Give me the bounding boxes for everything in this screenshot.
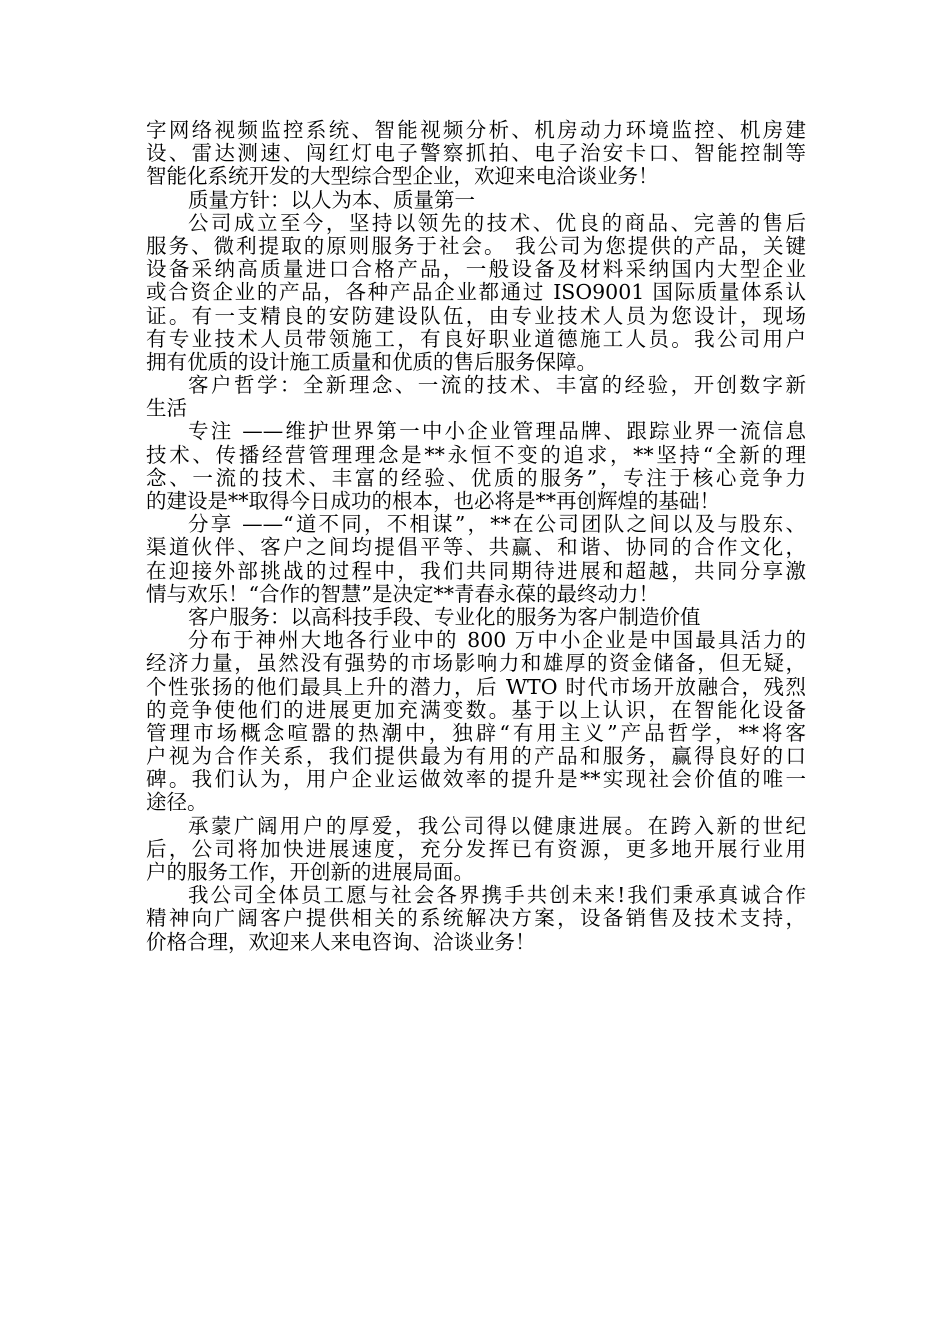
text-line: 设备采纳高质量进口合格产品，一般设备及材料采纳国内大型企业 bbox=[146, 257, 806, 282]
text-line: 生活 bbox=[146, 396, 187, 421]
text-line: 有专业技术人员带领施工，有良好职业道德施工人员。我公司用户 bbox=[146, 326, 806, 351]
text-line: 情与欢乐！“合作的智慧”是决定**青春永葆的最终动力！ bbox=[146, 581, 659, 606]
text-line: 服务、微利提取的原则服务于社会。 我公司为您提供的产品，关键 bbox=[146, 233, 806, 258]
text-line: 碑。我们认为，用户企业运做效率的提升是**实现社会价值的唯一 bbox=[146, 767, 806, 792]
text-line: 证。有一支精良的安防建设队伍，由专业技术人员为您设计，现场 bbox=[146, 303, 806, 328]
text-line: 设、雷达测速、闯红灯电子警察抓拍、电子治安卡口、智能控制等 bbox=[146, 141, 806, 166]
text-line: 技术、传播经营管理理念是**永恒不变的追求，**坚持“全新的理 bbox=[146, 442, 806, 467]
text-line: 客户服务：以高科技手段、专业化的服务为客户制造价值 bbox=[188, 604, 701, 629]
text-line: 途径。 bbox=[146, 790, 208, 815]
text-line: 客户哲学：全新理念、一流的技术、丰富的经验，开创数字新 bbox=[188, 373, 806, 398]
text-line: 拥有优质的设计施工质量和优质的售后服务保障。 bbox=[146, 349, 597, 374]
document-body bbox=[146, 119, 806, 954]
text-line: 我公司全体员工愿与社会各界携手共创未来!我们秉承真诚合作 bbox=[188, 883, 806, 908]
text-line: 管理市场概念喧嚣的热潮中，独辟“有用主义”产品哲学，**将客 bbox=[146, 720, 806, 745]
text-line: 的建设是**取得今日成功的根本，也必将是**再创辉煌的基础！ bbox=[146, 489, 720, 513]
text-line: 念、一流的技术、丰富的经验、优质的服务”，专注于核心竞争力 bbox=[146, 465, 806, 490]
text-line: 质量方针：以人为本、质量第一 bbox=[188, 187, 475, 212]
text-line: 户视为合作关系，我们提供最为有用的产品和服务，赢得良好的口 bbox=[146, 744, 806, 769]
text-line: 价格合理，欢迎来人来电咨询、洽谈业务！ bbox=[146, 929, 536, 954]
text-line: 在迎接外部挑战的过程中，我们共同期待进展和超越，共同分享激 bbox=[146, 558, 806, 583]
text-line: 分布于神州大地各行业中的 800 万中小企业是中国最具活力的 bbox=[188, 628, 806, 653]
text-line: 承蒙广阔用户的厚爱，我公司得以健康进展。在跨入新的世纪 bbox=[188, 813, 806, 838]
text-line: 户的服务工作，开创新的进展局面。 bbox=[146, 860, 474, 884]
text-line: 经济力量，虽然没有强势的市场影响力和雄厚的资金储备，但无疑， bbox=[146, 651, 806, 676]
text-line: 或合资企业的产品，各种产品企业都通过 ISO9001 国际质量体系认 bbox=[146, 280, 806, 305]
text-line: 字网络视频监控系统、智能视频分析、机房动力环境监控、机房建 bbox=[146, 118, 806, 142]
text-line: 公司成立至今，坚持以领先的技术、优良的商品、完善的售后 bbox=[188, 210, 806, 235]
text-line: 的竞争使他们的进展更加充满变数。基于以上认识，在智能化设备 bbox=[146, 697, 806, 722]
text-line: 渠道伙伴、客户之间均提倡平等、共赢、和谐、协同的合作文化， bbox=[146, 535, 806, 560]
text-line: 后，公司将加快进展速度，充分发挥已有资源，更多地开展行业用 bbox=[146, 836, 806, 861]
text-line: 智能化系统开发的大型综合型企业，欢迎来电洽谈业务！ bbox=[146, 164, 659, 189]
text-line: 个性张扬的他们最具上升的潜力，后 WTO 时代市场开放融合，残烈 bbox=[146, 674, 806, 699]
text-line: 专注 ——维护世界第一中小企业管理品牌、跟踪业界一流信息 bbox=[188, 419, 806, 444]
text-line: 精神向广阔客户提供相关的系统解决方案，设备销售及技术支持， bbox=[146, 906, 806, 931]
text-line: 分享 ——“道不同，不相谋”，**在公司团队之间以及与股东、 bbox=[188, 512, 806, 537]
